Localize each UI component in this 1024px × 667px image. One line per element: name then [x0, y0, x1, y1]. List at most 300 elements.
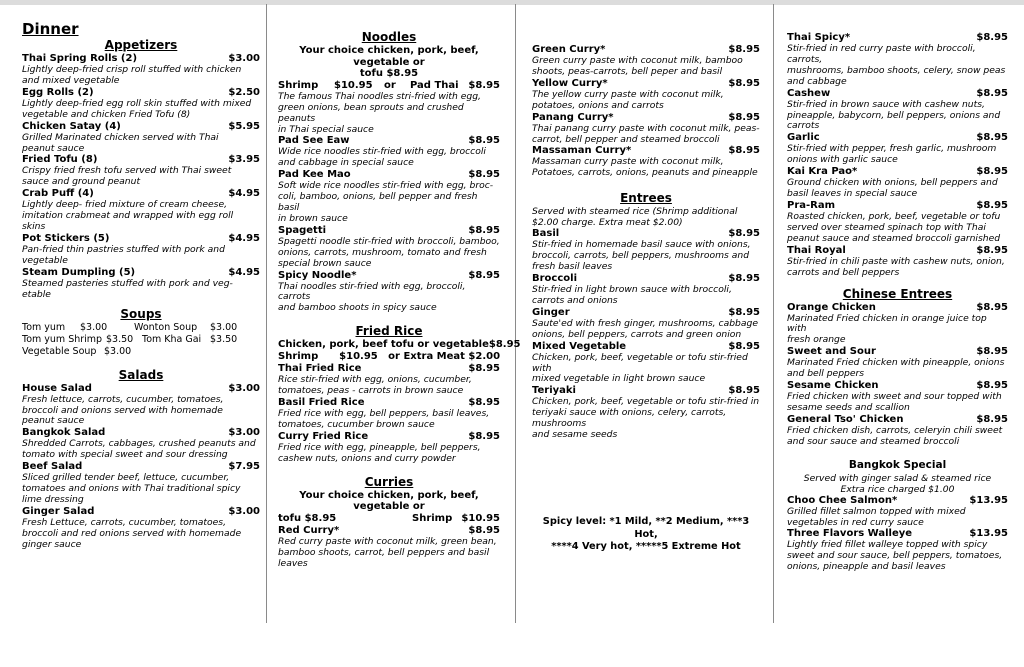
menu-item-name: Basil: [532, 228, 560, 240]
fold-line: [515, 4, 516, 623]
menu-item-description: [787, 257, 1008, 279]
menu-item-name: Cashew: [787, 87, 831, 99]
menu-item-price: $8.95: [468, 169, 500, 181]
menu-item-description: [532, 56, 760, 78]
menu-item-description: [787, 44, 1008, 88]
menu-item-header: [22, 267, 260, 279]
menu-item-name: Ginger Salad: [22, 505, 95, 517]
menu-item: [787, 528, 1008, 573]
soups-list: [22, 322, 260, 358]
menu-item: [22, 53, 260, 87]
menu-item: [532, 307, 760, 341]
description-line: Soft wide rice noodles stir-fried with egg, broc-: [278, 180, 494, 192]
menu-item-price: $8.95: [976, 301, 1008, 313]
menu-item-description: [787, 392, 1008, 414]
description-line: carrots: [787, 120, 820, 132]
menu-item-price: $8.95: [468, 135, 500, 147]
description-line: Lightly fried fillet walleye topped with spicy: [787, 539, 988, 551]
description-line: Ground chicken with onions, bell peppers and: [787, 177, 998, 189]
menu-item: [787, 495, 1008, 529]
fried-rice-intro: Chicken, pork, beef tofu or vegetable $8.95: [278, 339, 521, 351]
curries-intro: Your choice chicken, pork, beef, vegetable or: [299, 489, 479, 513]
description-line: potatoes, onions and carrots: [532, 99, 664, 111]
bangkok-special-list: [787, 495, 1008, 574]
menu-item: [787, 302, 1008, 347]
menu-item-description: [532, 353, 760, 386]
menu-item-description: [278, 443, 500, 465]
chinese-entrees-list: [787, 302, 1008, 448]
menu-item-header: [22, 383, 260, 395]
soup-price: $3.50: [106, 333, 134, 345]
description-line: Lightly deep-fried crisp roll stuffed with chicken: [22, 64, 242, 75]
menu-item-description: [532, 285, 760, 307]
description-line: Spagetti noodle stir-fried with broccoli, bamboo,: [278, 235, 500, 247]
description-line: shoots, peas-carrots, bell peper and basil: [532, 65, 723, 77]
description-line: tomato with special sweet and sour dressing: [22, 449, 228, 461]
entrees-list-continued: [787, 32, 1008, 279]
description-line: Chicken, pork, beef, vegetable or tofu stir-fried with: [532, 351, 748, 374]
menu-item-price: $8.95: [468, 269, 500, 281]
menu-item-header: [22, 121, 260, 133]
soup-row: [22, 346, 260, 358]
description-line: fresh basil leaves: [532, 261, 613, 273]
fried-rice-list: [278, 363, 500, 464]
menu-item: [278, 431, 500, 465]
curries-heading: Curries: [364, 474, 414, 489]
menu-item: [532, 78, 760, 112]
menu-item-price: $3.00: [228, 382, 260, 394]
menu-item: [278, 169, 500, 225]
menu-item: [278, 397, 500, 431]
menu-item-name: Basil Fried Rice: [278, 397, 365, 409]
description-line: served over steamed spinach top with Thai: [787, 221, 986, 233]
fried-rice-heading: Fried Rice: [355, 324, 423, 339]
menu-item: [787, 32, 1008, 88]
menu-item: [22, 233, 260, 267]
menu-item: [787, 132, 1008, 166]
menu-item-price: $7.95: [228, 461, 260, 473]
description-line: Crispy fried fresh tofu served with Thai sweet: [22, 165, 232, 177]
menu-item-price: $3.00: [228, 53, 260, 64]
description-line: peanut sauce and steamed broccoli garnished: [787, 232, 1001, 244]
menu-item-price: $8.95: [728, 272, 760, 284]
menu-item: [22, 427, 260, 461]
menu-item-description: [22, 473, 260, 506]
menu-item: [787, 380, 1008, 414]
description-line: carrots and bell peppers: [787, 266, 900, 278]
menu-item: [787, 166, 1008, 200]
description-line: Marinated Fried chicken with pineapple, onions: [787, 357, 1005, 369]
menu-item-name: Broccoli: [532, 272, 578, 284]
soup-label: Tom Kha Gai: [142, 333, 202, 345]
menu-item-description: [278, 282, 500, 315]
spicy-level-note: Spicy level: *1 Mild, **2 Medium, ***3 Hot, ****4 Very hot, *****5 Extreme Hot: [542, 516, 750, 552]
menu-item: [278, 270, 500, 315]
menu-item-price: $8.95: [468, 224, 500, 236]
menu-item: [787, 88, 1008, 133]
description-line: etable: [22, 288, 51, 300]
menu-item-price: $8.95: [728, 111, 760, 123]
description-line: Fresh lettuce, carrots, cucumber, tomatoes,: [22, 393, 224, 405]
menu-item-name: Chicken Satay (4): [22, 120, 121, 132]
description-line: Rice stir-fried with egg, onions, cucumber,: [278, 374, 472, 386]
description-line: Roasted chicken, pork, beef, vegetable or tofu: [787, 210, 1001, 222]
description-line: Fried chicken dish, carrots, celeryin chili sweet: [787, 424, 1003, 436]
description-line: broccoli, carrots, bell peppers, mushrooms and: [532, 250, 750, 262]
description-line: onions, bell peppers, carrots and green onion: [532, 328, 742, 340]
menu-item-name: Panang Curry*: [532, 111, 614, 123]
menu-item: [532, 44, 760, 78]
noodles-intro: Your choice chicken, pork, beef, vegetable or tofu $8.95: [299, 45, 479, 80]
menu-item-price: $8.95: [468, 524, 500, 536]
menu-item-description: [22, 395, 260, 428]
menu-item-description: [22, 166, 260, 188]
menu-item: [787, 245, 1008, 279]
description-line: Stir-fried in brown sauce with cashew nuts,: [787, 98, 985, 110]
description-line: Grilled fillet salmon topped with mixed: [787, 505, 966, 517]
menu-item-description: [787, 212, 1008, 245]
menu-item-header: [532, 307, 760, 319]
description-line: teriyaki sauce with onions, celery, carrots, mushrooms: [532, 407, 727, 430]
menu-item-price: $4.95: [228, 232, 260, 244]
soup-price: $3.00: [104, 345, 132, 357]
menu-column-4: [787, 32, 1008, 655]
menu-item-name: Beef Salad: [22, 461, 83, 473]
menu-item-description: [22, 133, 260, 155]
menu-item-description: [278, 537, 500, 570]
description-line: broccoli and red onions served with homemade: [22, 527, 242, 539]
description-line: vegetable: [22, 254, 68, 266]
description-line: Massaman curry paste with coconut milk,: [532, 156, 724, 168]
menu-item-name: Thai Royal: [787, 244, 846, 256]
menu-item: [787, 346, 1008, 380]
chinese-entrees-heading: Chinese Entrees: [842, 286, 953, 301]
menu-item-price: $8.95: [728, 77, 760, 89]
description-line: Stir-fried in red curry paste with broccoli, carrots,: [787, 43, 976, 65]
description-line: tomatoes and onions with Thai traditional spicy: [22, 483, 241, 495]
appetizers-heading: Appetizers: [104, 38, 178, 52]
menu-item-description: [532, 124, 760, 146]
fold-line: [266, 4, 267, 623]
description-line: Lightly deep- fried mixture of cream cheese,: [22, 199, 228, 211]
description-line: Shredded Carrots, cabbages, crushed peanuts and: [22, 438, 256, 450]
menu-item-description: [22, 65, 260, 87]
description-line: Wide rice noodles stir-fried with egg, broccoli: [278, 146, 486, 158]
menu-item-name: Sweet and Sour: [787, 346, 876, 358]
menu-item-description: [22, 200, 260, 233]
menu-item-price: $8.95: [976, 32, 1008, 43]
description-line: Stir-fried in homemade basil sauce with onions,: [532, 239, 751, 251]
menu-item-price: $3.00: [228, 427, 260, 439]
menu-item-name: Spagetti: [278, 224, 327, 236]
menu-item-price: $8.95: [728, 385, 760, 397]
soup-price: $3.50: [210, 333, 238, 345]
menu-item-description: [278, 181, 500, 225]
menu-item: [532, 273, 760, 307]
menu-item-price: $8.95: [976, 199, 1008, 211]
menu-item-name: Choo Chee Salmon*: [787, 494, 898, 506]
menu-item: [278, 525, 500, 570]
description-line: Thai panang curry paste with coconut milk, peas-: [532, 122, 760, 134]
description-line: coli, bamboo, onions, bell pepper and fresh basil: [278, 191, 478, 214]
menu-item-description: [22, 279, 260, 301]
menu-item-description: [532, 157, 760, 179]
menu-item-price: $8.95: [468, 363, 500, 375]
menu-item-name: Pot Stickers (5): [22, 232, 110, 244]
menu-item-price: $8.95: [976, 413, 1008, 425]
menu-item-name: Massaman Curry*: [532, 145, 632, 157]
noodles-list: [278, 135, 500, 314]
page-title: Dinner: [22, 20, 79, 38]
description-line: peanut sauce: [22, 415, 85, 427]
menu-item-description: [787, 540, 1008, 573]
menu-item-price: $8.95: [468, 430, 500, 442]
menu-item-name: Fried Tofu (8): [22, 154, 98, 166]
description-line: Sliced grilled tender beef, lettuce, cucumber,: [22, 472, 230, 484]
description-line: and sesame seeds: [532, 429, 618, 441]
menu-item-name: Teriyaki: [532, 385, 576, 397]
curries-list-continued: [532, 44, 760, 179]
menu-item-description: [278, 147, 500, 169]
menu-item-header: [532, 112, 760, 124]
description-line: and cabbage in special sauce: [278, 157, 414, 169]
menu-item-name: Kai Kra Pao*: [787, 166, 858, 178]
soup-price: $3.00: [80, 321, 108, 333]
fried-rice-shrimp-line: Shrimp $10.95 or Extra Meat $2.00: [278, 351, 501, 363]
entrees-heading: Entrees: [620, 191, 672, 206]
description-line: Stir-fried with pepper, fresh garlic, mushroom: [787, 143, 997, 155]
description-line: fresh orange: [787, 334, 846, 346]
menu-item-price: $8.95: [728, 340, 760, 352]
menu-item-price: $3.00: [228, 505, 260, 517]
menu-item-name: Mixed Vegetable: [532, 340, 627, 352]
description-line: lime dressing: [22, 493, 84, 505]
entrees-list: [532, 228, 760, 441]
menu-item-name: House Salad: [22, 382, 92, 394]
menu-item-price: $8.95: [976, 346, 1008, 358]
soup-label: Wonton Soup: [134, 321, 198, 333]
menu-item-description: [532, 90, 760, 112]
description-line: special brown sauce: [278, 257, 372, 269]
description-line: mushrooms, bamboo shoots, celery, snow peas: [787, 64, 1006, 76]
pad-thai-row: Shrimp $10.95 or Pad Thai $8.95: [278, 79, 500, 91]
menu-item-description: [532, 319, 760, 341]
menu-item-name: Spicy Noodle*: [278, 269, 357, 281]
description-line: Green curry paste with coconut milk, bamboo: [532, 55, 743, 66]
menu-item-name: Green Curry*: [532, 44, 606, 55]
menu-item: [22, 506, 260, 551]
menu-item: [532, 341, 760, 386]
menu-item: [532, 112, 760, 146]
menu-item: [787, 200, 1008, 245]
description-line: Potatoes, carrots, onions, peanuts and pineapple: [532, 167, 758, 179]
description-line: vegetable and chicken Fried Tofu (8): [22, 108, 191, 120]
description-line: pineapple, babycorn, bell peppers, onions and: [787, 109, 1001, 121]
menu-item: [22, 154, 260, 188]
description-line: Stir-fried in light brown sauce with broccoli,: [532, 283, 732, 295]
menu-item-header: [532, 341, 760, 353]
menu-item-header: [787, 302, 1008, 314]
pad-thai-description: The famous Thai noodles stri-fried with egg, green onions, bean sprouts and crushed peanuts in Thai special sauce: [278, 90, 481, 135]
description-line: basil leaves in special sauce: [787, 188, 918, 200]
menu-item-price: $4.95: [228, 266, 260, 278]
description-line: Fried rice with egg, pineapple, bell peppers,: [278, 441, 481, 453]
salads-list: [22, 383, 260, 551]
menu-item-price: $8.95: [728, 228, 760, 240]
menu-column-2: [278, 30, 521, 653]
entrees-note: Served with steamed rice (Shrimp additional $2.00 charge. Extra meat $2.00): [532, 206, 738, 229]
menu-column-1: [22, 20, 260, 643]
menu-item-name: General Tso' Chicken: [787, 413, 904, 425]
menu-item-price: $8.95: [728, 306, 760, 318]
menu-item-name: Red Curry*: [278, 524, 340, 536]
menu-item-header: [787, 88, 1008, 100]
description-line: Fried rice with egg, bell peppers, basil leaves,: [278, 408, 490, 420]
menu-item-description: [532, 240, 760, 273]
menu-item-description: [787, 144, 1008, 166]
menu-item: [22, 87, 260, 121]
menu-item-price: $5.95: [228, 120, 260, 132]
description-line: carrot, bell pepper and steamed broccoli: [532, 133, 720, 145]
curries-list: [278, 525, 500, 570]
description-line: and bell peppers: [787, 368, 865, 380]
description-line: imitation crabmeat and wrapped with egg roll: [22, 210, 234, 222]
description-line: Chicken, pork, beef, vegetable or tofu stir-fried in: [532, 396, 760, 408]
description-line: Pan-fried thin pastries stuffed with pork and: [22, 243, 225, 255]
description-line: onions, pineapple and basil leaves: [787, 561, 946, 573]
menu-item-price: $8.95: [468, 397, 500, 409]
menu-item: [22, 267, 260, 301]
menu-item-name: Bangkok Salad: [22, 427, 106, 439]
menu-item: [278, 135, 500, 169]
menu-item-name: Steam Dumpling (5): [22, 266, 136, 278]
menu-item-name: Thai Fried Rice: [278, 363, 362, 375]
menu-item-description: [278, 237, 500, 270]
bangkok-special-note: Served with ginger salad & steamed rice Extra rice charged $1.00: [803, 472, 992, 495]
menu-item-description: [22, 518, 260, 551]
menu-item-description: [787, 358, 1008, 380]
soup-label: Tom yum: [22, 321, 66, 333]
menu-item-name: Yellow Curry*: [532, 77, 608, 89]
menu-item-price: $8.95: [976, 132, 1008, 144]
menu-item-description: [787, 100, 1008, 133]
menu-item: [532, 385, 760, 441]
menu-item-price: $13.95: [969, 494, 1008, 506]
description-line: Fresh Lettuce, carrots, cucumber, tomatoes,: [22, 516, 227, 528]
menu-item-price: $13.95: [969, 528, 1008, 540]
description-line: sweet and sour sauce, bell peppers, tomatoes,: [787, 550, 1003, 562]
appetizers-list: [22, 53, 260, 301]
menu-item: [22, 121, 260, 155]
description-line: Lightly deep-fried egg roll skin stuffed with mixed: [22, 97, 252, 109]
description-line: peanut sauce: [22, 142, 85, 154]
menu-item-name: Garlic: [787, 132, 820, 144]
menu-item-description: [787, 507, 1008, 529]
soup-row: [22, 334, 260, 346]
menu-item-description: [278, 409, 500, 431]
menu-item-price: $3.95: [228, 154, 260, 166]
menu-item-name: Thai Spicy*: [787, 32, 851, 43]
description-line: Grilled Marinated chicken served with Thai: [22, 131, 219, 143]
salads-heading: Salads: [118, 367, 164, 382]
menu-item: [22, 188, 260, 233]
menu-item-name: Sesame Chicken: [787, 380, 879, 392]
menu-column-3: [532, 44, 760, 667]
menu-item-name: Ginger: [532, 306, 570, 318]
menu-item-name: Pra-Ram: [787, 199, 836, 211]
menu-item-price: $8.95: [976, 380, 1008, 392]
menu-item-description: [22, 245, 260, 267]
menu-item-price: $8.95: [728, 44, 760, 55]
menu-item-price: $8.95: [728, 145, 760, 157]
description-line: sesame seeds and scallion: [787, 401, 910, 413]
menu-item: [532, 145, 760, 179]
menu-item-description: [787, 426, 1008, 448]
description-line: Saute'ed with fresh ginger, mushrooms, cabbage: [532, 317, 758, 329]
menu-item-header: [22, 87, 260, 99]
menu-item-name: Crab Puff (4): [22, 188, 94, 200]
menu-item: [787, 414, 1008, 448]
fold-line: [773, 4, 774, 623]
menu-item-name: Curry Fried Rice: [278, 430, 369, 442]
menu-item-name: Egg Rolls (2): [22, 86, 94, 98]
description-line: carrots and onions: [532, 294, 618, 306]
description-line: The yellow curry paste with coconut milk,: [532, 88, 724, 100]
menu-item-description: [22, 439, 260, 461]
description-line: cashew nuts, onions and curry powder: [278, 452, 456, 464]
menu-item-description: [787, 178, 1008, 200]
soup-row: [22, 322, 260, 334]
menu-item: [278, 363, 500, 397]
description-line: Marinated Fried chicken in orange juice top with: [787, 312, 987, 335]
description-line: and bamboo shoots in spicy sauce: [278, 302, 437, 314]
soup-price: $3.00: [210, 321, 238, 333]
description-line: broccoli and onions served with homemade: [22, 404, 223, 416]
menu-item-price: $8.95: [976, 244, 1008, 256]
description-line: Steamed pasteries stuffed with pork and veg-: [22, 277, 233, 289]
menu-item-name: Pad Kee Mao: [278, 169, 351, 181]
curries-intro-2: tofu $8.95 Shrimp $10.95: [278, 512, 500, 524]
description-line: Stir-fried in chili paste with cashew nuts, onion,: [787, 255, 1005, 267]
soups-heading: Soups: [120, 306, 162, 321]
description-line: mixed vegetable in light brown sauce: [532, 373, 706, 385]
description-line: and cabbage: [787, 75, 847, 87]
noodles-heading: Noodles: [361, 30, 417, 44]
description-line: tomatoes, peas - carrots in brown sauce: [278, 385, 464, 397]
description-line: Fried chicken with sweet and sour topped with: [787, 391, 1002, 403]
menu-item-name: Orange Chicken: [787, 301, 876, 313]
menu-item-header: [532, 78, 760, 90]
menu-item-header: [278, 270, 500, 282]
description-line: and sour sauce and steamed broccoli: [787, 435, 960, 447]
menu-item-header: [787, 495, 1008, 507]
description-line: Red curry paste with coconut milk, green bean,: [278, 535, 497, 547]
menu-item-price: $8.95: [976, 87, 1008, 99]
menu-item-name: Three Flavors Walleye: [787, 528, 913, 540]
menu-item-description: [22, 99, 260, 121]
menu-item: [22, 383, 260, 428]
menu-item: [22, 461, 260, 506]
soup-label: Tom yum Shrimp: [22, 333, 103, 345]
description-line: sauce and ground peanut: [22, 176, 141, 188]
description-line: skins: [22, 221, 46, 233]
menu-item: [532, 228, 760, 273]
menu-item-price: $4.95: [228, 188, 260, 200]
description-line: Thai noodles stir-fried with egg, broccoli, carrots: [278, 280, 466, 303]
description-line: in brown sauce: [278, 212, 348, 224]
description-line: ginger sauce: [22, 538, 82, 550]
menu-item-price: $2.50: [228, 86, 260, 98]
